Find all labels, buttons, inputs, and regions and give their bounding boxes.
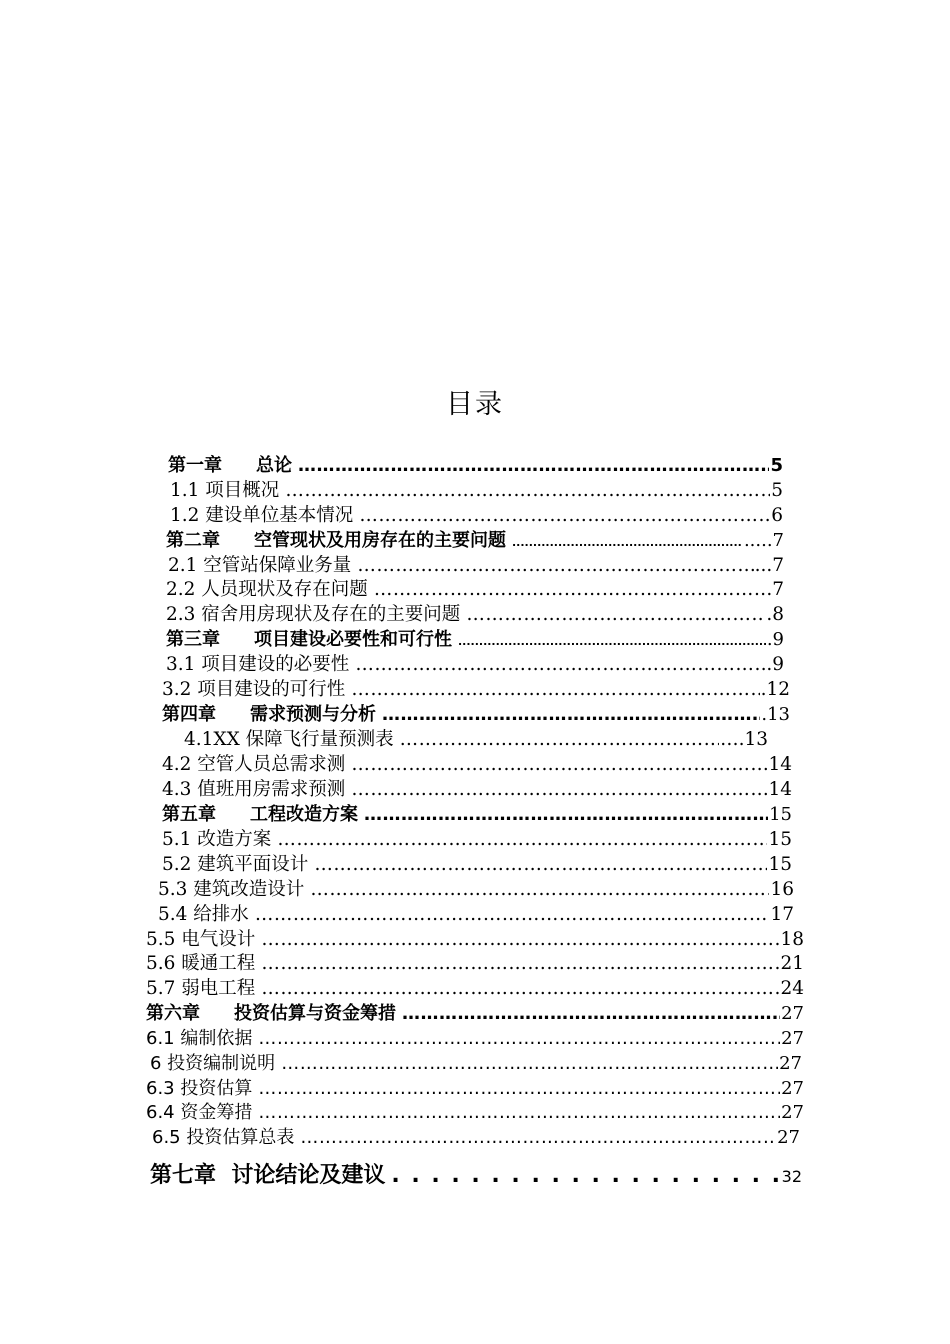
toc-entry-6-5[interactable] (152, 1126, 800, 1150)
chapter-number: 第六章 (146, 1003, 200, 1024)
entry-title: 5.5 电气设计 (146, 929, 256, 950)
entry-title: 4.3 值班用房需求预测 (162, 779, 346, 800)
toc-entry-ch3[interactable] (166, 628, 784, 652)
page-number: ...7 (754, 555, 784, 576)
page-number: .12 (760, 679, 790, 700)
entry-title: 5.6 暖通工程 (146, 953, 256, 974)
toc-entry-4-2[interactable] (162, 753, 792, 777)
toc-entry-2-2[interactable] (166, 578, 784, 602)
toc-entry-1-1[interactable] (170, 479, 783, 503)
entry-title: 2.2 人员现状及存在问题 (166, 579, 368, 600)
chapter-title: 第七章 讨论结论及建议 (150, 1163, 386, 1188)
entry-title: 6.4 资金筹措 (146, 1102, 253, 1123)
dot-leader (402, 1002, 780, 1026)
dot-leader (382, 703, 760, 727)
entry-title: 5.3 建筑改造设计 (158, 879, 305, 900)
chapter-title: 需求预测与分析 (250, 704, 376, 725)
dot-leader (400, 728, 719, 752)
chapter-title: 投资估算与资金筹措 (234, 1003, 396, 1024)
page-number: 14 (768, 779, 792, 800)
entry-title: 2.3 宿舍用房现状及存在的主要问题 (166, 604, 461, 625)
chapter-number: 第三章 (166, 629, 220, 650)
page-number: 5 (771, 480, 783, 501)
toc-entry-ch1[interactable] (168, 454, 783, 478)
entry-title: 6 投资编制说明 (150, 1053, 276, 1074)
page-number: 24 (780, 978, 804, 999)
dot-leader (374, 578, 766, 602)
dot-leader (258, 1101, 780, 1125)
dot-leader (364, 803, 768, 827)
page-number: 27 (781, 1028, 804, 1049)
dot-leader (391, 1161, 780, 1191)
page-number: 6 (771, 505, 783, 526)
dot-leader (359, 504, 770, 528)
dot-leader (281, 1052, 778, 1076)
dot-leader (458, 628, 766, 654)
page-number: 16 (770, 879, 794, 900)
toc-entry-5-6[interactable] (146, 952, 804, 976)
toc-entry-2-1[interactable] (168, 554, 784, 578)
entry-title: 6.3 投资估算 (146, 1078, 253, 1099)
toc-entry-ch4[interactable] (162, 703, 790, 727)
entry-title: 3.1 项目建设的必要性 (166, 654, 350, 675)
chapter-number: 第一章 (168, 455, 222, 476)
dot-leader (255, 903, 770, 927)
dot-leader (277, 828, 767, 852)
toc-entry-ch7[interactable] (150, 1161, 802, 1191)
entry-title: 5.7 弱电工程 (146, 978, 256, 999)
dot-leader (512, 529, 743, 555)
entry-title: 1.2 建设单位基本情况 (170, 505, 354, 526)
page-number: 32 (781, 1167, 802, 1186)
toc-entry-ch2[interactable] (166, 529, 784, 553)
entry-title: 5.2 建筑平面设计 (162, 854, 309, 875)
page-number: 27 (777, 1127, 800, 1148)
toc-entry-3-2[interactable] (162, 678, 790, 702)
dot-leader (355, 653, 765, 677)
page-number: .7 (766, 579, 784, 600)
toc-entry-4-3[interactable] (162, 778, 792, 802)
page-number: 15 (768, 854, 792, 875)
toc-entry-5-2[interactable] (162, 853, 792, 877)
dot-leader (351, 778, 767, 802)
page-number: 17 (770, 904, 794, 925)
toc-entry-6-3[interactable] (146, 1077, 804, 1101)
dot-leader (351, 678, 759, 702)
toc-entry-3-1[interactable] (166, 653, 784, 677)
dot-leader (298, 454, 769, 478)
dot-leader (258, 1077, 780, 1101)
dot-leader (310, 878, 769, 902)
toc-entry-2-3[interactable] (166, 603, 784, 627)
toc-entry-5-4[interactable] (158, 903, 794, 927)
dot-leader (285, 479, 770, 503)
toc-entry-5-3[interactable] (158, 878, 794, 902)
page-number: 15 (768, 829, 792, 850)
entry-title: 5.4 给排水 (158, 904, 249, 925)
chapter-number: 第四章 (162, 704, 216, 725)
page-number: 21 (780, 953, 804, 974)
page-number: 14 (768, 754, 792, 775)
page-number: 27 (779, 1053, 802, 1074)
dot-leader (357, 554, 753, 578)
page-number: .....7 (743, 530, 784, 551)
dot-leader (300, 1126, 776, 1150)
toc-entry-5-5[interactable] (146, 928, 804, 952)
entry-title: 5.1 改造方案 (162, 829, 272, 850)
chapter-title: 工程改造方案 (250, 804, 358, 825)
entry-title: 1.1 项目概况 (170, 480, 280, 501)
dot-leader (261, 928, 779, 952)
toc-entry-6-1[interactable] (146, 1027, 804, 1051)
entry-title: 6.1 编制依据 (146, 1028, 253, 1049)
toc-entry-ch6[interactable] (146, 1002, 804, 1026)
entry-title: 4.1XX 保障飞行量预测表 (184, 729, 394, 750)
page-number: .9 (766, 629, 784, 650)
toc-entry-4-1[interactable] (184, 728, 768, 752)
page-number: 27 (781, 1078, 804, 1099)
toc-entry-5-7[interactable] (146, 977, 804, 1001)
entry-title: 4.2 空管人员总需求测 (162, 754, 346, 775)
toc-entry-ch5[interactable] (162, 803, 792, 827)
chapter-title: 空管现状及用房存在的主要问题 (254, 530, 506, 551)
chapter-title: 总论 (256, 455, 292, 476)
entry-title: 6.5 投资估算总表 (152, 1127, 295, 1148)
toc-entry-6-2[interactable] (150, 1052, 802, 1076)
page-number: .9 (766, 654, 784, 675)
page-number: 5 (770, 455, 783, 476)
dot-leader (351, 753, 767, 777)
dot-leader (258, 1027, 780, 1051)
toc-entry-6-4[interactable] (146, 1101, 804, 1125)
dot-leader (261, 952, 779, 976)
chapter-title: 项目建设必要性和可行性 (254, 629, 452, 650)
page-number: .13 (761, 704, 790, 725)
chapter-number: 第二章 (166, 530, 220, 551)
toc-entry-1-2[interactable] (170, 504, 783, 528)
dot-leader (466, 603, 765, 627)
page-number: 27 (781, 1003, 804, 1024)
chapter-number: 第五章 (162, 804, 216, 825)
page-number: .8 (766, 604, 784, 625)
entry-title: 3.2 项目建设的可行性 (162, 679, 346, 700)
page-number: ….13 (720, 729, 768, 750)
toc-entry-5-1[interactable] (162, 828, 792, 852)
entry-title: 2.1 空管站保障业务量 (168, 555, 352, 576)
dot-leader (261, 977, 779, 1001)
page-number: 18 (780, 929, 804, 950)
page-number: 15 (769, 804, 792, 825)
page-number: 27 (781, 1102, 804, 1123)
dot-leader (314, 853, 767, 877)
toc-title: 目录 (446, 389, 504, 420)
